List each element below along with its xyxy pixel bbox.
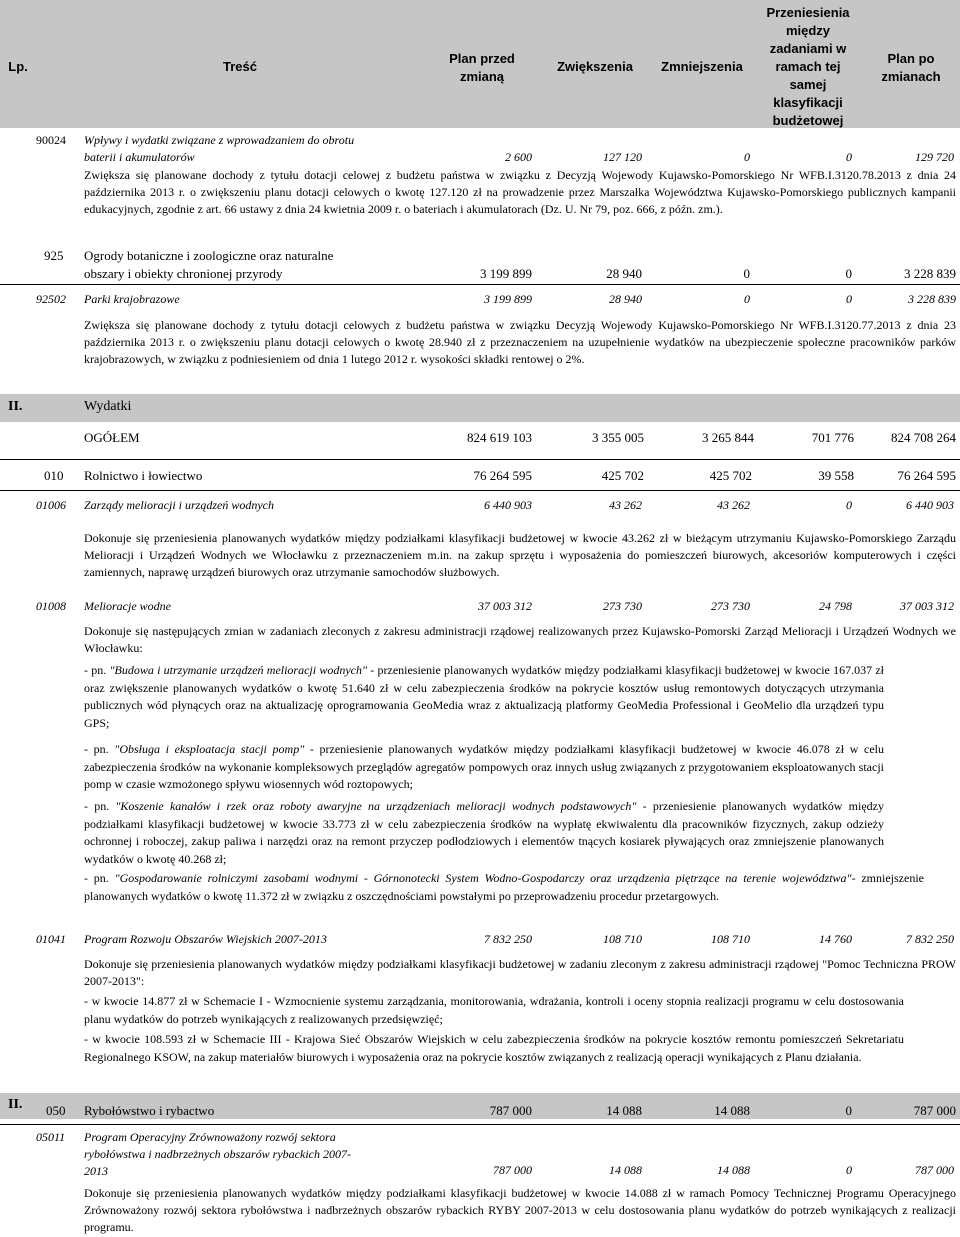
section-number: II.	[8, 1097, 23, 1112]
plan-before: 76 264 595	[473, 468, 532, 483]
decrease: 0	[744, 292, 750, 306]
decrease: 108 710	[711, 932, 750, 946]
task-title: "Budowa i utrzymanie urządzeń melioracji wodnych"	[109, 663, 368, 677]
header-plan-po: Plan po zmianach	[881, 51, 941, 84]
row-code: 925	[44, 248, 64, 263]
row-description: Dokonuje się przeniesienia planowanych wydatków między podziałkami klasyfikacji budżetowej w kwocie 43.262 zł w bieżącym utrzymaniu Kujawsko-Pomorskiego Zarządu Melioracji i Urządzeń Wodnych we Włocławku z przeznaczeniem m.in. na zakup sprzętu i wyposażenia do pomieszczeń biurowych, akcesoriów komputerowych i części zamiennych, naprawę urządzeń biurowych oraz utrzymanie samochodów służbowych.	[84, 531, 956, 579]
increase: 28 940	[609, 292, 642, 306]
header-lp: Lp.	[8, 59, 28, 74]
decrease: 273 730	[711, 599, 750, 613]
plan-after: 824 708 264	[891, 430, 956, 445]
plan-after: 787 000	[915, 1163, 954, 1177]
task-title: "Obsługa i eksploatacja stacji pomp"	[114, 742, 305, 756]
increase: 14 088	[606, 1103, 642, 1118]
divider	[0, 284, 960, 285]
row-name: Ogrody botaniczne i zoologiczne oraz naturalne	[84, 248, 334, 263]
transfer: 0	[845, 266, 852, 281]
list-item: - w kwocie 14.877 zł w Schemacie I - Wzmocnienie systemu zarządzania, monitorowania, wdrażania, kontroli i oceny stopnia realizacji programu w celu dostosowania planu wydatków do potrzeb wynikających z realizowanych przedsięwzięć;	[84, 994, 904, 1026]
section-title: Wydatki	[84, 399, 132, 414]
increase: 127 120	[603, 150, 642, 164]
header-tresc: Treść	[223, 59, 257, 74]
row-name-cont: 2013	[84, 1164, 108, 1178]
transfer: 701 776	[811, 430, 854, 445]
transfer: 14 760	[819, 932, 852, 946]
row-name: Wpływy i wydatki związane z wprowadzaniem do obrotu	[84, 133, 355, 147]
plan-before: 787 000	[489, 1103, 532, 1118]
increase: 43 262	[609, 498, 642, 512]
row-code: 92502	[36, 292, 66, 306]
plan-after: 129 720	[915, 150, 954, 164]
plan-before: 3 199 899	[484, 292, 532, 306]
row-code: 010	[44, 468, 64, 483]
bullet-prefix: - pn.	[84, 663, 110, 677]
list-item	[84, 662, 884, 732]
row-description: Dokonuje się przeniesienia planowanych wydatków między podziałkami klasyfikacji budżetowej w kwocie 14.088 zł w ramach Pomocy Technicznej Programu Operacyjnego Zrównoważony rozwój sektora rybołówstwa i nadbrzeżnych obszarów rybackich RYBY 2007-2013 w celu dostosowania planu wydatków do potrzeb wynikających z realizacji programu.	[84, 1186, 956, 1234]
plan-after: 37 003 312	[900, 599, 954, 613]
list-item	[84, 798, 884, 868]
section-band	[0, 394, 960, 422]
transfer: 0	[846, 1163, 852, 1177]
increase: 108 710	[603, 932, 642, 946]
plan-before: 37 003 312	[478, 599, 532, 613]
row-name: Program Operacyjny Zrównoważony rozwój sektora	[84, 1130, 336, 1144]
row-name: Program Rozwoju Obszarów Wiejskich 2007-2013	[84, 932, 327, 946]
transfer: 24 798	[819, 599, 852, 613]
plan-after: 6 440 903	[906, 498, 954, 512]
decrease: 3 265 844	[702, 430, 754, 445]
row-code: 01006	[36, 498, 66, 512]
row-name: Zarządy melioracji i urządzeń wodnych	[84, 498, 274, 512]
divider	[0, 490, 960, 491]
increase: 273 730	[603, 599, 642, 613]
decrease: 43 262	[717, 498, 750, 512]
plan-after: 76 264 595	[897, 468, 956, 483]
plan-before: 787 000	[493, 1163, 532, 1177]
plan-before: 3 199 899	[480, 266, 532, 281]
plan-after: 787 000	[913, 1103, 956, 1118]
list-item	[84, 741, 884, 794]
row-code: 050	[46, 1103, 66, 1118]
decrease: 14 088	[714, 1103, 750, 1118]
row-name: Rybołówstwo i rybactwo	[84, 1103, 215, 1118]
row-code: 01041	[36, 932, 66, 946]
task-text: - przeniesienie planowanych wydatków między podziałkami klasyfikacji budżetowej w kwocie 46.078 zł w celu zabezpieczenia środków na wykonanie kompleksowych przeglądów agregatów pompowych oraz innych usług związanych z przygotowaniem eksploatowanych stacji pomp w czasie wzmożonego spływu wiosennych wód roztopowych;	[84, 742, 884, 791]
header-zmniejszenia: Zmniejszenia	[661, 59, 743, 74]
list-item: - w kwocie 108.593 zł w Schemacie III - Krajowa Sieć Obszarów Wiejskich w celu zabezpieczenia środków na pokrycie kosztów remontu pomieszczeń Sekretariatu Regionalnego KSOW, na zakup materiałów biurowych i wyposażenia oraz na pokrycie kosztów związanych z realizacją operacji wynikających z Planu działania.	[84, 1032, 904, 1064]
row-description: Zwiększa się planowane dochody z tytułu dotacji celowej z budżetu państwa w związku z Decyzją Wojewody Kujawsko-Pomorskiego Nr WFB.I.3120.78.2013 z dnia 24 października 2013 r. o zwiększeniu planu dotacji celowych o kwotę 127.120 zł na prowadzenie przez Marszałka Województwa Kujawsko-Pomorskiego publicznych kampanii edukacyjnych, zgodnie z art. 66 ustawy z dnia 24 kwietnia 2009 r. o bateriach i akumulatorach (Dz. U. Nr 79, poz. 666, z późn. zm.).	[84, 168, 956, 216]
task-text: - zmniejszenie planowanych wydatków o kwotę 11.372 zł w związku z oszczędnościami powstałymi po przeprowadzeniu procedur przetargowych.	[84, 871, 924, 903]
decrease: 14 088	[717, 1163, 750, 1177]
row-name-cont: obszary i obiekty chronionej przyrody	[84, 266, 283, 281]
row-code: 01008	[36, 599, 66, 613]
increase: 14 088	[609, 1163, 642, 1177]
row-name-cont: rybołówstwa i nadbrzeżnych obszarów rybackich 2007-	[84, 1147, 351, 1161]
decrease: 425 702	[709, 468, 752, 483]
bullet-prefix: - pn.	[84, 871, 115, 885]
row-code: 05011	[36, 1130, 66, 1144]
plan-before: 6 440 903	[484, 498, 532, 512]
row-name: Rolnictwo i łowiectwo	[84, 468, 203, 483]
transfer: 0	[846, 292, 852, 306]
task-text: - przeniesienie planowanych wydatków między podziałkami klasyfikacji budżetowej w kwocie 167.037 zł oraz zwiększenie planowanych wydatków o kwotę 51.640 zł w celu zabezpieczenia środków na pokrycie kosztów usług remontowych dotyczących utrzymania publicznych wód płynących oraz na aktualizację oprogramowania GeoMedia wraz z aktualizacją platformy GeoMedia Professional i GeoMelio dla urządzeń typu GPS;	[84, 663, 885, 730]
task-title: "Gospodarowanie rolniczymi zasobami wodnymi - Górnonotecki System Wodno-Gospodarczy oraz urządzenia piętrzące na terenie województwa"	[114, 871, 852, 885]
header-zwiekszenia: Zwiększenia	[557, 59, 633, 74]
transfer: 39 558	[818, 468, 854, 483]
row-description: Dokonuje się przeniesienia planowanych wydatków między podziałkami klasyfikacji budżetowej w zadaniu zleconym z zakresu administracji rządowej "Pomoc Techniczna PROW 2007-2013":	[84, 957, 956, 988]
row-description: Dokonuje się następujących zmian w zadaniach zleconych z zakresu administracji rządowej realizowanych przez Kujawsko-Pomorski Zarząd Melioracji i Urządzeń Wodnych we Włocławku:	[84, 624, 956, 655]
row-name: Melioracje wodne	[84, 599, 171, 613]
list-item	[84, 870, 924, 905]
total-label: OGÓŁEM	[84, 430, 140, 445]
plan-after: 7 832 250	[906, 932, 954, 946]
plan-after: 3 228 839	[904, 266, 956, 281]
divider	[0, 459, 960, 460]
increase: 28 940	[606, 266, 642, 281]
plan-before: 7 832 250	[484, 932, 532, 946]
bullet-prefix: - pn.	[84, 742, 115, 756]
transfer: 0	[845, 1103, 852, 1118]
row-description: Zwiększa się planowane dochody z tytułu dotacji celowych z budżetu państwa w związku Decyzją Wojewody Kujawsko-Pomorskiego Nr WFB.I.3120.77.2013 z dnia 23 października 2013 r. o zwiększeniu planu dotacji celowych o kwotę 28.940 zł z przeznaczeniem na uzupełnienie wydatków na ubezpieczenie społeczne pracowników parków krajobrazowych, w związku z podniesieniem od dnia 1 lutego 2012 r. wysokości składki rentowej o 2%.	[84, 318, 956, 366]
decrease: 0	[744, 150, 750, 164]
header-przeniesienia: Przeniesienia między zadaniami w ramach tej samej klasyfikacji budżetowej	[766, 5, 850, 128]
row-name: Parki krajobrazowe	[84, 292, 180, 306]
header-plan-przed: Plan przed zmianą	[449, 51, 515, 84]
bullet-prefix: - pn.	[84, 799, 116, 813]
transfer: 0	[846, 150, 852, 164]
table-header	[0, 0, 960, 128]
task-title: "Koszenie kanałów i rzek oraz roboty awaryjne na urządzeniach melioracji wodnych podstawowych"	[115, 799, 637, 813]
row-name-cont: baterii i akumulatorów	[84, 150, 195, 164]
plan-before: 824 619 103	[467, 430, 532, 445]
increase: 3 355 005	[592, 430, 644, 445]
divider	[0, 1124, 960, 1125]
row-code: 90024	[36, 133, 66, 147]
plan-before: 2 600	[505, 150, 532, 164]
plan-after: 3 228 839	[908, 292, 956, 306]
increase: 425 702	[601, 468, 644, 483]
transfer: 0	[846, 498, 852, 512]
decrease: 0	[743, 266, 750, 281]
task-text: - przeniesienie planowanych wydatków między podziałkami klasyfikacji budżetowej w kwocie 33.773 zł w celu zabezpieczenia środków na wypłatę ekwiwalentu dla pracowników fizycznych, zakup odzieży ochronnej i roboczej, zakup paliwa i narzędzi oraz na remont przyczep podłodziowych i elementów tnących kosiarek pływających oraz zmniejszenie planowanych wydatków o kwotę 40.268 zł;	[84, 799, 884, 866]
section-number: II.	[8, 399, 23, 414]
